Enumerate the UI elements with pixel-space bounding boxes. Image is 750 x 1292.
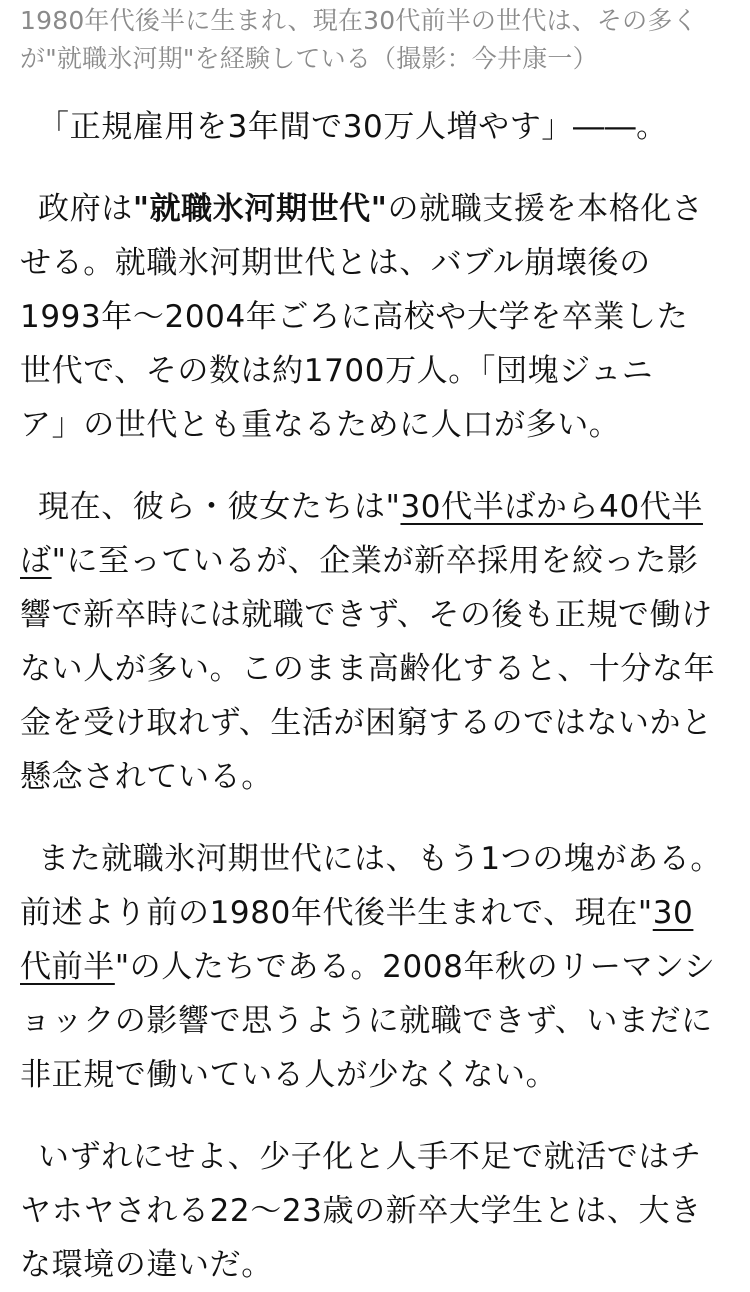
article-body <box>20 100 728 1292</box>
paragraph-line: な環境の違いだ。 <box>20 1247 273 1283</box>
paragraph-line: 世代で、その数は約1700万人。「団塊ジュニ <box>20 353 654 389</box>
paragraph-5 <box>20 1130 728 1292</box>
paragraph-line <box>20 182 728 236</box>
paragraph-line: いずれにせよ、少子化と人手不足で就活ではチ <box>38 1139 702 1175</box>
text-segment: "の人たちである。2008年秋のリーマンシ <box>114 949 716 985</box>
paragraph-3 <box>20 480 728 804</box>
text-segment: 前述より前の1980年代後半生まれで、現在" <box>20 895 653 931</box>
paragraph-4 <box>20 832 728 1102</box>
paragraph-line <box>20 534 728 588</box>
paragraph-line: 金を受け取れず、生活が困窮するのではないかと <box>20 705 713 741</box>
underlined-link[interactable]: ば <box>20 543 52 579</box>
paragraph-1 <box>20 100 728 154</box>
paragraph-line: ア」の世代とも重なるために人口が多い。 <box>20 407 621 443</box>
paragraph-line: また就職氷河期世代には、もう1つの塊がある。 <box>38 841 722 877</box>
paragraph-line <box>20 940 728 994</box>
underlined-link[interactable]: 代前半 <box>20 949 115 985</box>
paragraph-line <box>20 480 728 534</box>
caption-line: が"就職氷河期"を経験している（撮影：今井康一） <box>20 44 598 73</box>
paragraph-line: 非正規で働いている人が少なくない。 <box>20 1057 558 1093</box>
bold-keyword: "就職氷河期世代" <box>132 191 388 227</box>
text-segment: 現在、彼ら・彼女たちは" <box>38 489 401 525</box>
paragraph-line: 懸念されている。 <box>20 759 273 795</box>
text-segment: 政府は <box>38 191 133 227</box>
text-segment: "に至っているが、企業が新卒採用を絞った影 <box>51 543 699 579</box>
photo-caption <box>20 0 728 78</box>
paragraph-2 <box>20 182 728 452</box>
text-segment: の就職支援を本格化さ <box>387 191 704 227</box>
underlined-link[interactable]: 30代半ばから40代半 <box>400 489 703 525</box>
paragraph-line: ョックの影響で思うように就職できず、いまだに <box>20 1003 713 1039</box>
caption-line: 1980年代後半に生まれ、現在30代前半の世代は、その多く <box>20 6 698 35</box>
underlined-link[interactable]: 30 <box>652 895 694 931</box>
paragraph-line: 1993年〜2004年ごろに高校や大学を卒業した <box>20 299 689 335</box>
paragraph-line <box>20 886 728 940</box>
paragraph-line: 「正規雇用を3年間で30万人増やす」――。 <box>38 109 668 145</box>
paragraph-line: せる。就職氷河期世代とは、バブル崩壊後の <box>20 245 651 281</box>
paragraph-line: 響で新卒時には就職できず、その後も正規で働け <box>20 597 713 633</box>
paragraph-line: ヤホヤされる22〜23歳の新卒大学生とは、大き <box>20 1193 702 1229</box>
paragraph-line: ない人が多い。このまま高齢化すると、十分な年 <box>20 651 716 687</box>
